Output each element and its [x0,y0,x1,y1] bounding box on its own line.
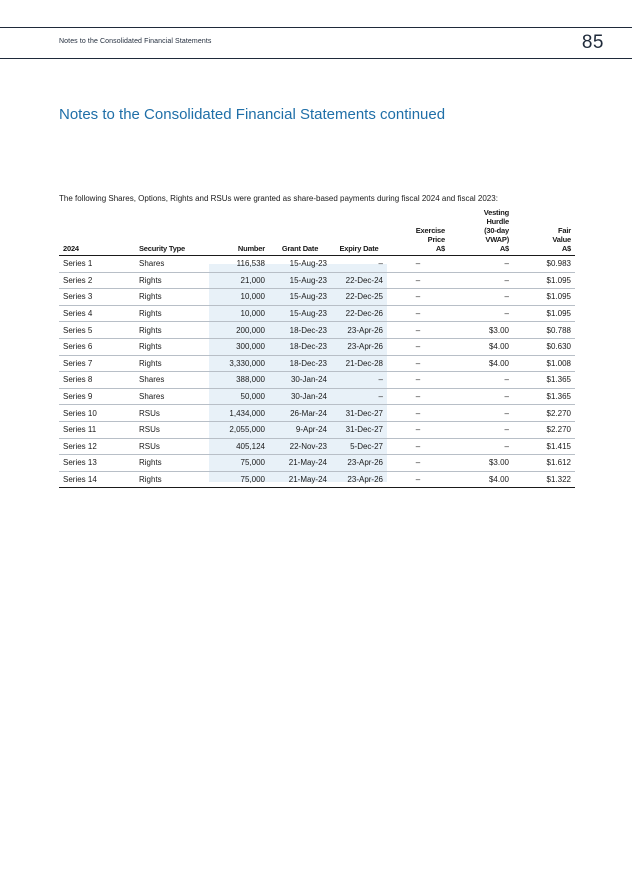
cell-exercise-price: – [415,358,421,368]
table-row [59,421,575,438]
cell-exercise-price: – [415,292,421,302]
cell-vesting-hurdle: $4.00 [488,358,509,368]
cell-exercise-price: – [415,325,421,335]
cell-series: Series 5 [63,325,93,335]
col-header-exercise-price: Exercise Price A$ [415,226,445,253]
cell-vesting-hurdle: $4.00 [488,342,509,352]
page-number: 85 [581,32,604,53]
cell-number: 21,000 [240,275,265,285]
table-row [59,256,575,273]
cell-expiry-date: 22-Dec-25 [345,292,383,302]
cell-expiry-date: 23-Apr-26 [347,342,383,352]
cell-expiry-date: 5-Dec-27 [350,441,383,451]
cell-number: 75,000 [240,475,265,485]
cell-vesting-hurdle: $4.00 [488,475,509,485]
cell-exercise-price: – [415,458,421,468]
cell-vesting-hurdle: $3.00 [488,325,509,335]
cell-grant-date: 15-Aug-23 [289,309,327,319]
cell-number: 388,000 [236,375,265,385]
cell-fair-value: $2.270 [546,425,571,435]
table-row [59,405,575,422]
cell-fair-value: $1.008 [546,358,571,368]
cell-series: Series 3 [63,292,93,302]
cell-series: Series 8 [63,375,93,385]
cell-fair-value: $0.983 [546,259,571,269]
cell-vesting-hurdle: – [504,375,509,385]
cell-security-type: Shares [139,259,165,269]
cell-security-type: RSUs [139,441,160,451]
cell-grant-date: 15-Aug-23 [289,259,327,269]
cell-series: Series 9 [63,392,93,402]
cell-series: Series 4 [63,309,93,319]
cell-grant-date: 18-Dec-23 [289,342,327,352]
col-header-expiry-date: Expiry Date [339,244,379,253]
cell-exercise-price: – [415,275,421,285]
cell-fair-value: $2.270 [546,408,571,418]
cell-fair-value: $0.788 [546,325,571,335]
cell-exercise-price: – [415,441,421,451]
cell-series: Series 7 [63,358,93,368]
cell-vesting-hurdle: – [504,259,509,269]
cell-expiry-date: 22-Dec-24 [345,275,383,285]
cell-fair-value: $1.095 [546,275,571,285]
table-row [59,322,575,339]
cell-security-type: Rights [139,275,162,285]
col-header-number: Number [237,244,265,253]
col-header-year: 2024 [63,244,79,253]
table-row [59,372,575,389]
cell-vesting-hurdle: – [504,292,509,302]
cell-number: 3,330,000 [229,358,265,368]
cell-number: 116,538 [236,259,265,269]
cell-expiry-date: – [378,392,383,402]
table-row [59,471,575,488]
cell-series: Series 1 [63,259,93,269]
cell-expiry-date: – [378,259,383,269]
cell-exercise-price: – [415,425,421,435]
cell-fair-value: $1.365 [546,392,571,402]
cell-vesting-hurdle: – [504,441,509,451]
cell-series: Series 2 [63,275,93,285]
table-row [59,388,575,405]
cell-grant-date: 22-Nov-23 [289,441,327,451]
cell-grant-date: 15-Aug-23 [289,292,327,302]
cell-fair-value: $1.612 [546,458,571,468]
cell-exercise-price: – [415,408,421,418]
cell-security-type: Rights [139,358,162,368]
cell-fair-value: $1.365 [546,375,571,385]
cell-expiry-date: 23-Apr-26 [347,458,383,468]
cell-fair-value: $1.095 [546,309,571,319]
cell-security-type: RSUs [139,425,160,435]
cell-fair-value: $0.630 [546,342,571,352]
cell-series: Series 11 [63,425,97,435]
cell-exercise-price: – [415,259,421,269]
header-bottom-rule [0,58,632,59]
cell-fair-value: $1.322 [546,475,571,485]
cell-expiry-date: – [378,375,383,385]
cell-security-type: Rights [139,475,162,485]
cell-security-type: Rights [139,342,162,352]
intro-paragraph: The following Shares, Options, Rights and RSUs were granted as share-based payments during fiscal 2024 and fiscal 2023: [59,194,498,203]
cell-security-type: Shares [139,375,165,385]
cell-grant-date: 15-Aug-23 [289,275,327,285]
page-heading: Notes to the Consolidated Financial Statements continued [59,106,446,123]
cell-security-type: Rights [139,325,162,335]
cell-vesting-hurdle: – [504,309,509,319]
col-header-fair-value: Fair Value A$ [552,226,571,253]
cell-vesting-hurdle: – [504,425,509,435]
header-top-rule [0,27,632,28]
cell-vesting-hurdle: – [504,275,509,285]
cell-number: 2,055,000 [229,425,265,435]
cell-exercise-price: – [415,475,421,485]
cell-number: 50,000 [240,392,265,402]
cell-fair-value: $1.415 [546,441,571,451]
cell-grant-date: 26-Mar-24 [290,408,327,418]
running-header-title: Notes to the Consolidated Financial Statements [59,38,212,45]
cell-security-type: RSUs [139,408,160,418]
cell-expiry-date: 22-Dec-26 [345,309,383,319]
share-based-payments-table [59,208,575,488]
cell-grant-date: 18-Dec-23 [289,325,327,335]
col-header-security-type: Security Type [139,244,186,253]
cell-vesting-hurdle: $3.00 [488,458,509,468]
cell-grant-date: 18-Dec-23 [289,358,327,368]
table-row [59,338,575,355]
cell-exercise-price: – [415,342,421,352]
table-row [59,438,575,455]
cell-series: Series 6 [63,342,93,352]
table-header-row [59,208,575,256]
cell-grant-date: 30-Jan-24 [290,375,327,385]
cell-expiry-date: 21-Dec-28 [345,358,383,368]
cell-number: 200,000 [236,325,265,335]
cell-number: 405,124 [236,441,265,451]
cell-security-type: Rights [139,292,162,302]
cell-number: 10,000 [240,309,265,319]
col-header-grant-date: Grant Date [281,244,319,253]
table-row [59,455,575,472]
cell-series: Series 12 [63,441,97,451]
cell-expiry-date: 23-Apr-26 [347,475,383,485]
cell-exercise-price: – [415,392,421,402]
cell-number: 10,000 [240,292,265,302]
table-row [59,272,575,289]
cell-series: Series 13 [63,458,97,468]
cell-fair-value: $1.095 [546,292,571,302]
cell-exercise-price: – [415,309,421,319]
cell-security-type: Shares [139,392,165,402]
cell-vesting-hurdle: – [504,392,509,402]
cell-vesting-hurdle: – [504,408,509,418]
cell-expiry-date: 31-Dec-27 [345,408,383,418]
cell-grant-date: 9-Apr-24 [295,425,327,435]
cell-grant-date: 30-Jan-24 [290,392,327,402]
cell-grant-date: 21-May-24 [288,475,327,485]
cell-number: 75,000 [240,458,265,468]
col-header-vesting-hurdle: Vesting Hurdle (30-day VWAP) A$ [483,208,509,253]
table-row [59,355,575,372]
table-row [59,289,575,306]
cell-series: Series 14 [63,475,97,485]
cell-security-type: Rights [139,458,162,468]
cell-exercise-price: – [415,375,421,385]
cell-expiry-date: 23-Apr-26 [347,325,383,335]
cell-grant-date: 21-May-24 [288,458,327,468]
cell-number: 300,000 [236,342,265,352]
cell-expiry-date: 31-Dec-27 [345,425,383,435]
table-row [59,305,575,322]
cell-series: Series 10 [63,408,97,418]
cell-number: 1,434,000 [229,408,265,418]
cell-security-type: Rights [139,309,162,319]
